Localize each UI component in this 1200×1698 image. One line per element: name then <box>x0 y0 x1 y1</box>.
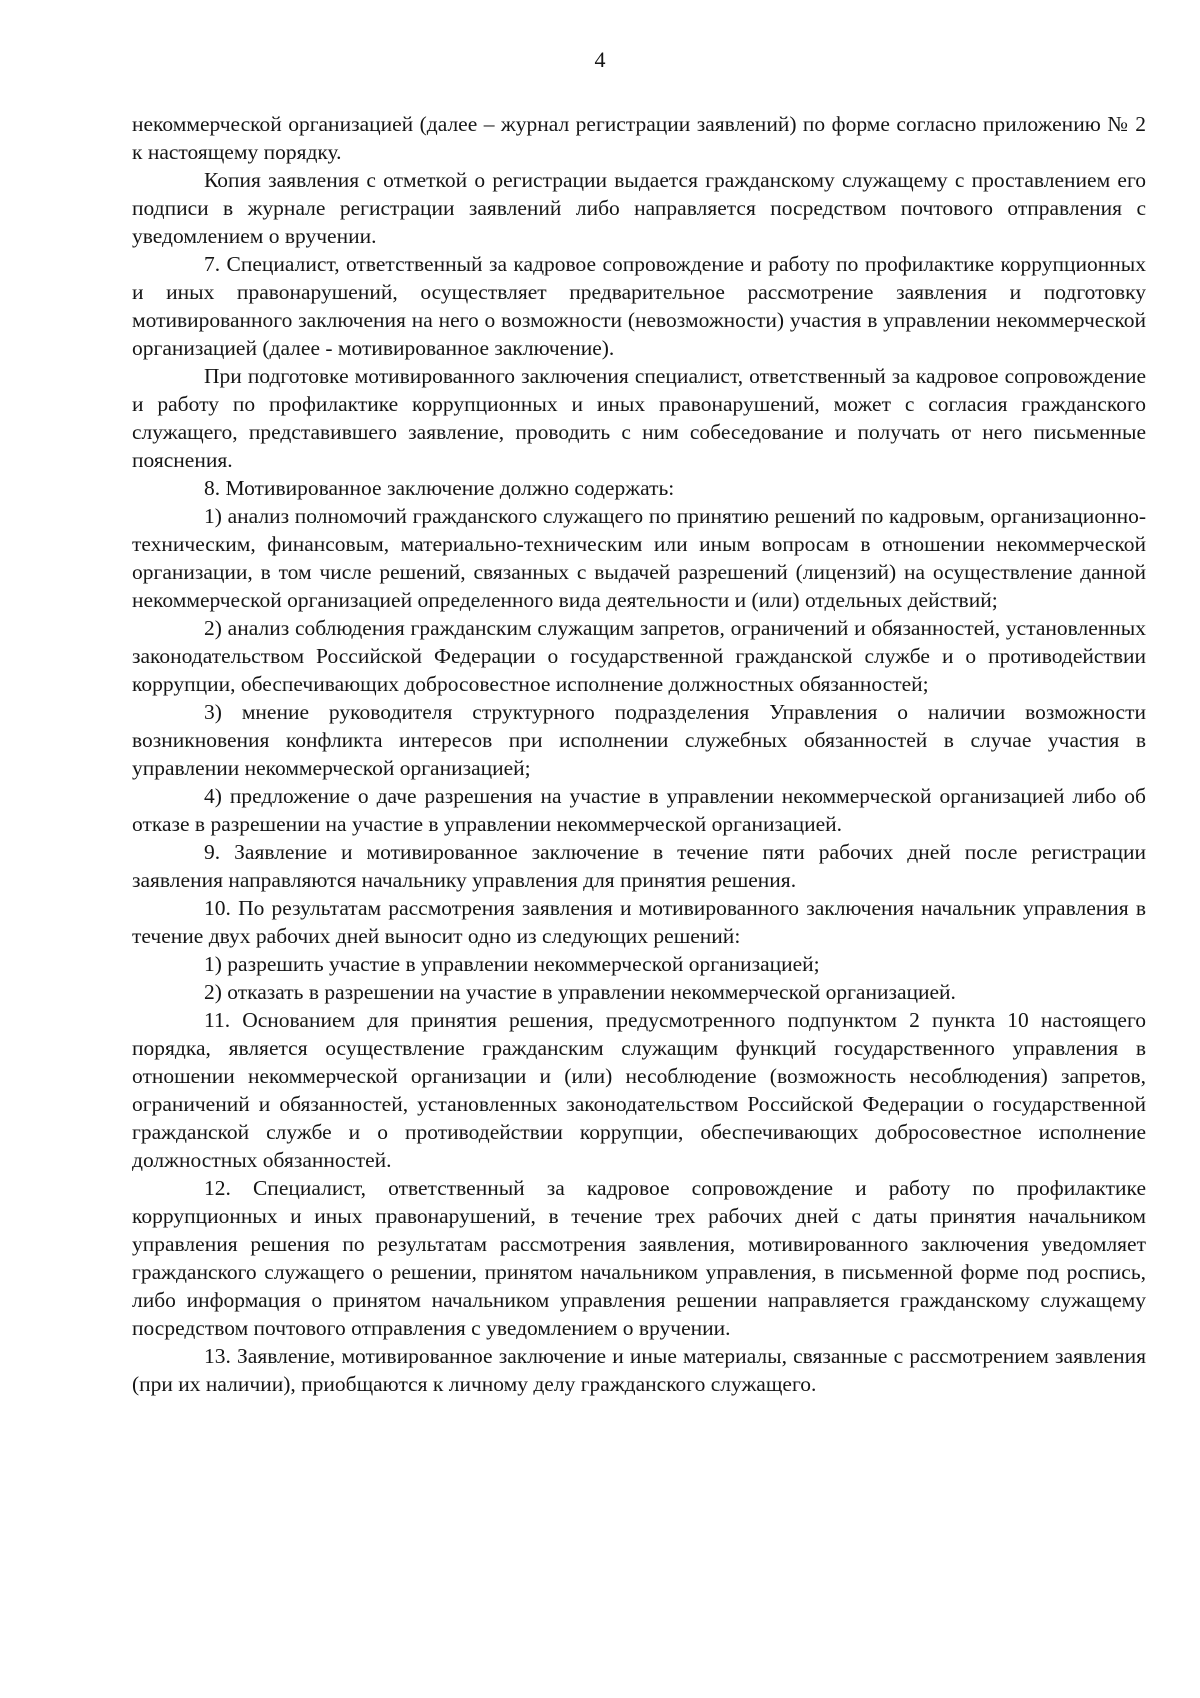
paragraph-item-10-sub-2: 2) отказать в разрешении на участие в управлении некоммерческой организацией. <box>204 980 956 1004</box>
paragraph-item-10-sub-1: 1) разрешить участие в управлении некоммерческой организацией; <box>204 952 820 976</box>
paragraph-item-13: 13. Заявление, мотивированное заключение и иные материалы, связанные с рассмотрением заявления (при их наличии), приобщаются к личному делу гражданского служащего. <box>132 1344 1146 1396</box>
paragraph-item-12: 12. Специалист, ответственный за кадровое сопровождение и работу по профилактике коррупционных и иных правонарушений, в течение трех рабочих дней с даты принятия начальником управления решения по результатам рассмотрения заявления, мотивированного заключения уведомляет гражданского служащего о решении, принятом начальником управления, в письменной форме под роспись, либо информация о принятом начальником управления решении направляется гражданскому служащему посредством почтового отправления с уведомлением о вручении. <box>132 1176 1146 1340</box>
paragraph-item-10: 10. По результатам рассмотрения заявления и мотивированного заключения начальник управления в течение двух рабочих дней выносит одно из следующих решений: <box>132 896 1146 948</box>
paragraph-item-8: 8. Мотивированное заключение должно содержать: <box>204 476 675 500</box>
paragraph-preparation-of-conclusion: При подготовке мотивированного заключения специалист, ответственный за кадровое сопровождение и работу по профилактике коррупционных и иных правонарушений, может с согласия гражданского служащего, представившего заявление, проводить с ним собеседование и получать от него письменные пояснения. <box>132 364 1146 472</box>
document-body <box>132 110 1146 1398</box>
paragraph-item-11: 11. Основанием для принятия решения, предусмотренного подпунктом 2 пункта 10 настоящего порядка, является осуществление гражданским служащим функций государственного управления в отношении некоммерческой организации и (или) несоблюдение (возможность несоблюдения) запретов, ограничений и обязанностей, установленных законодательством Российской Федерации о государственной гражданской службе и о противодействии коррупции, обеспечивающих добросовестное исполнение должностных обязанностей. <box>132 1008 1146 1172</box>
paragraph-item-8-sub-3: 3) мнение руководителя структурного подразделения Управления о наличии возможности возникновения конфликта интересов при исполнении служебных обязанностей в случае участия в управлении некоммерческой организацией; <box>132 700 1146 780</box>
paragraph-item-8-sub-4: 4) предложение о даче разрешения на участие в управлении некоммерческой организацией либо об отказе в разрешении на участие в управлении некоммерческой организацией. <box>132 784 1146 836</box>
paragraph-item-7: 7. Специалист, ответственный за кадровое сопровождение и работу по профилактике коррупционных и иных правонарушений, осуществляет предварительное рассмотрение заявления и подготовку мотивированного заключения на него о возможности (невозможности) участия в управлении некоммерческой организацией (далее - мотивированное заключение). <box>132 252 1146 360</box>
paragraph-item-9: 9. Заявление и мотивированное заключение в течение пяти рабочих дней после регистрации заявления направляются начальнику управления для принятия решения. <box>132 840 1146 892</box>
paragraph-copy-of-application: Копия заявления с отметкой о регистрации выдается гражданскому служащему с проставлением его подписи в журнале регистрации заявлений либо направляется посредством почтового отправления с уведомлением о вручении. <box>132 168 1146 248</box>
page-number: 4 <box>594 47 606 72</box>
paragraph-item-8-sub-2: 2) анализ соблюдения гражданским служащим запретов, ограничений и обязанностей, установленных законодательством Российской Федерации о государственной гражданской службе и о противодействии коррупции, обеспечивающих добросовестное исполнение должностных обязанностей; <box>132 616 1146 696</box>
paragraph-continuation: некоммерческой организацией (далее – журнал регистрации заявлений) по форме согласно приложению № 2 к настоящему порядку. <box>132 112 1146 164</box>
paragraph-item-8-sub-1: 1) анализ полномочий гражданского служащего по принятию решений по кадровым, организационно-техническим, финансовым, материально-техническим или иным вопросам в отношении некоммерческой организации, в том числе решений, связанных с выдачей разрешений (лицензий) на осуществление данной некоммерческой организацией определенного вида деятельности и (или) отдельных действий; <box>132 504 1146 612</box>
